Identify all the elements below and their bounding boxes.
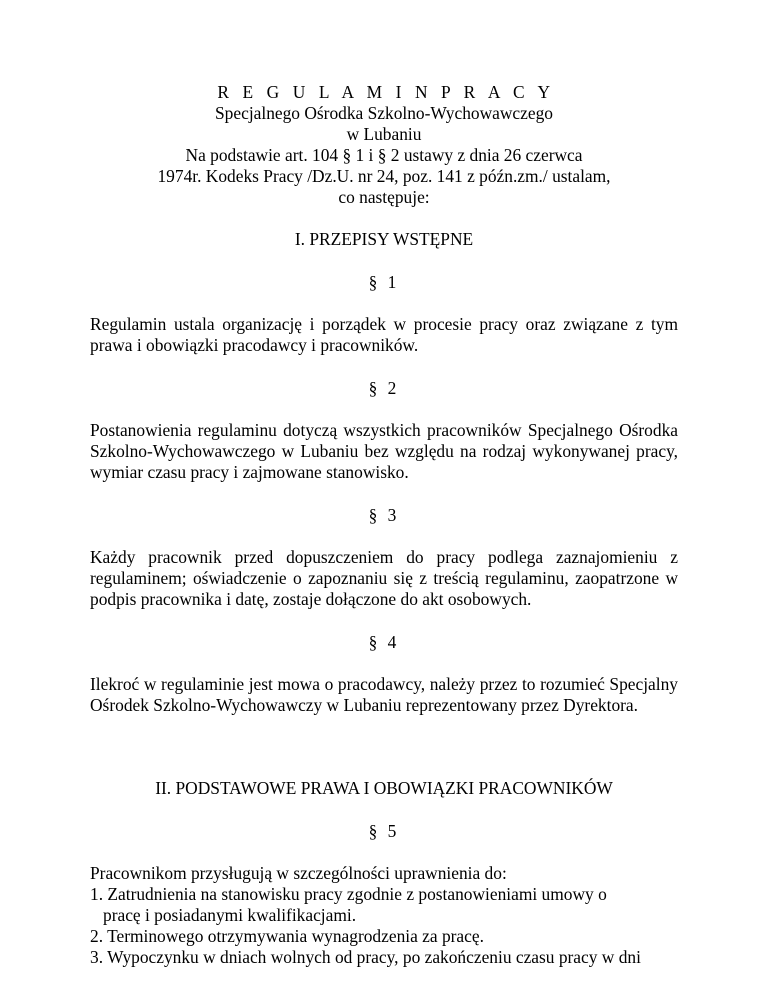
list-item-1-continuation: pracę i posiadanymi kwalifikacjami. — [103, 905, 357, 925]
institution-location: w Lubaniu — [346, 124, 422, 144]
document-title: R E G U L A M I N P R A C Y — [217, 82, 555, 102]
section-heading-2: II. PODSTAWOWE PRAWA I OBOWIĄZKI PRACOWNIKÓW — [155, 778, 613, 798]
paragraph-sign-1: § 1 — [368, 272, 400, 292]
legal-basis-line-2: 1974r. Kodeks Pracy /Dz.U. nr 24, poz. 141 z późn.zm./ ustalam, — [157, 166, 611, 186]
paragraph-text-1: Regulamin ustala organizację i porządek w procesie pracy oraz związane z tym prawa i obowiązki pracodawcy i pracowników. — [90, 314, 678, 355]
paragraph-text-4: Ilekroć w regulaminie jest mowa o pracodawcy, należy przez to rozumieć Specjalny Ośrodek Szkolno-Wychowawczy w Lubaniu reprezentowany przez Dyrektora. — [90, 674, 678, 715]
paragraph-sign-4: § 4 — [368, 632, 400, 652]
paragraph-sign-3: § 3 — [368, 505, 400, 525]
paragraph-text-3: Każdy pracownik przed dopuszczeniem do pracy podlega zaznajomieniu z regulaminem; oświadczenie o zapoznaniu się z treścią regulaminu, zaopatrzone w podpis pracownika i datę, zostaje dołączone do akt osobowych. — [90, 547, 678, 609]
institution-name: Specjalnego Ośrodka Szkolno-Wychowawczego — [215, 103, 553, 123]
document-page — [90, 82, 678, 968]
legal-basis-line-1: Na podstawie art. 104 § 1 i § 2 ustawy z dnia 26 czerwca — [185, 145, 583, 165]
list-item-3: 3. Wypoczynku w dniach wolnych od pracy, po zakończeniu czasu pracy w dni — [90, 947, 641, 967]
paragraph-sign-5: § 5 — [368, 821, 400, 841]
list-item-1: 1. Zatrudnienia na stanowisku pracy zgodnie z postanowieniami umowy o — [90, 884, 607, 904]
section-spacer — [90, 716, 678, 758]
section-heading-1: I. PRZEPISY WSTĘPNE — [294, 229, 474, 249]
list-intro: Pracownikom przysługują w szczególności uprawnienia do: — [90, 863, 507, 883]
legal-basis-line-3: co następuje: — [338, 187, 430, 207]
list-item-2: 2. Terminowego otrzymywania wynagrodzenia za pracę. — [90, 926, 484, 946]
paragraph-text-2: Postanowienia regulaminu dotyczą wszystkich pracowników Specjalnego Ośrodka Szkolno-Wychowawczego w Lubaniu bez względu na rodzaj wykonywanej pracy, wymiar czasu pracy i zajmowane stanowisko. — [90, 420, 678, 482]
paragraph-sign-2: § 2 — [368, 378, 400, 398]
rights-list — [90, 884, 678, 968]
